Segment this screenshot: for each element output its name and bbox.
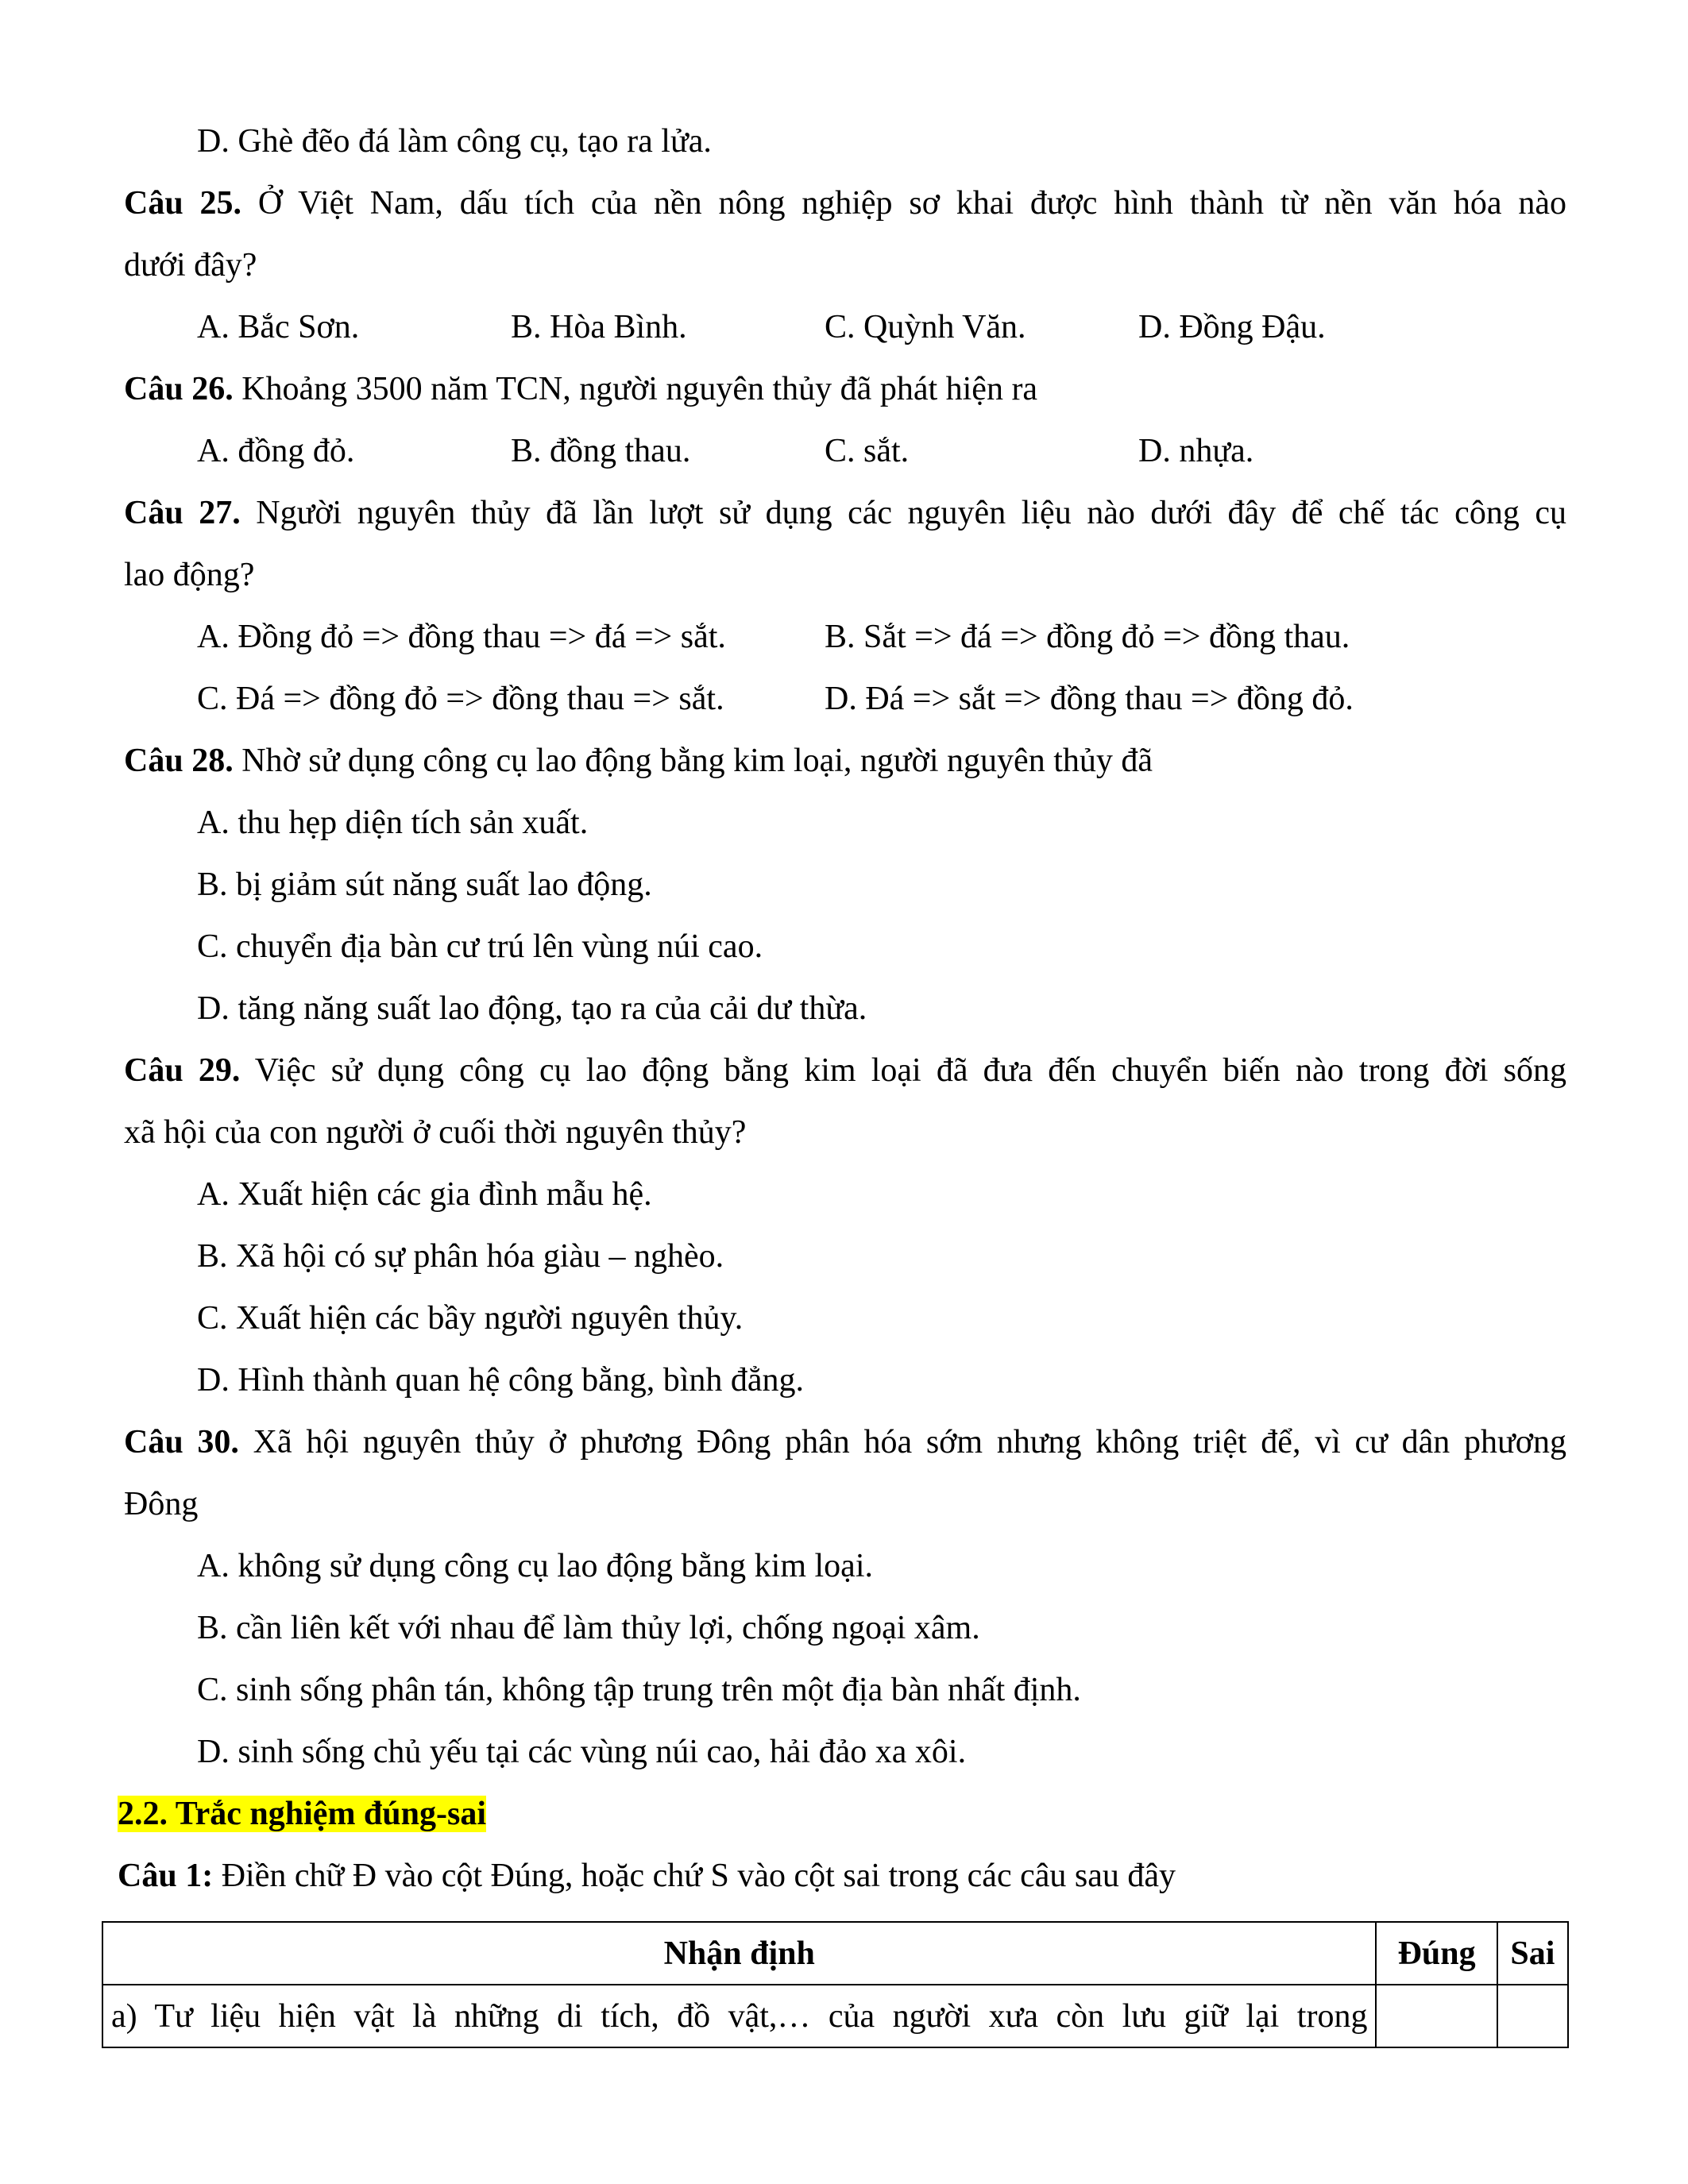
q25-option-a: A. Bắc Sơn. (197, 309, 360, 345)
q27-line2: lao động? (124, 557, 255, 593)
header-nhan-dinh: Nhận định (102, 1922, 1376, 1985)
q28-line1 (124, 744, 1153, 778)
q30-option-d: D. sinh sống chủ yếu tại các vùng núi cao, hải đảo xa xôi. (197, 1734, 967, 1770)
q26-option-b: B. đồng thau. (511, 433, 691, 469)
q28-label: Câu 28. (124, 743, 234, 779)
q25-label: Câu 25. (124, 185, 241, 222)
dung-cell[interactable] (1376, 1985, 1497, 2047)
q26-label: Câu 26. (124, 371, 234, 407)
q30-option-c: C. sinh sống phân tán, không tập trung trên một địa bàn nhất định. (197, 1672, 1081, 1708)
q28-option-d: D. tăng năng suất lao động, tạo ra của cải dư thừa. (197, 990, 867, 1027)
q30-line2: Đông (124, 1486, 199, 1522)
q26-text: Khoảng 3500 năm TCN, người nguyên thủy đã phát hiện ra (241, 371, 1038, 407)
q30-label: Câu 30. (124, 1424, 239, 1461)
q30-option-b: B. cần liên kết với nhau để làm thủy lợi, chống ngoại xâm. (197, 1610, 980, 1646)
q26-option-d: D. nhựa. (1138, 433, 1254, 469)
q25-option-d: D. Đồng Đậu. (1138, 309, 1326, 345)
section-heading (118, 1797, 486, 1831)
q29-option-c: C. Xuất hiện các bầy người nguyên thủy. (197, 1300, 744, 1337)
q26-option-a: A. đồng đỏ. (197, 433, 355, 469)
q28-text: Nhờ sử dụng công cụ lao động bằng kim loại, người nguyên thủy đã (241, 743, 1153, 779)
q28-option-a: A. thu hẹp diện tích sản xuất. (197, 805, 589, 841)
q28-option-c: C. chuyển địa bàn cư trú lên vùng núi cao. (197, 928, 763, 965)
q29-text: Việc sử dụng công cụ lao động bằng kim loại đã đưa đến chuyển biến nào trong đời sống (254, 1052, 1566, 1089)
q30-text: Xã hội nguyên thủy ở phương Đông phân hóa sớm nhưng không triệt để, vì cư dân phương (253, 1424, 1566, 1461)
q24-option-d: D. Ghè đẽo đá làm công cụ, tạo ra lửa. (197, 123, 712, 160)
q29-label: Câu 29. (124, 1052, 241, 1089)
q25-option-b: B. Hòa Bình. (511, 309, 687, 345)
q27-text: Người nguyên thủy đã lần lượt sử dụng các nguyên liệu nào dưới đây để chế tác công cụ (256, 495, 1566, 531)
q27-line1 (124, 496, 1566, 530)
true-false-table (102, 1921, 1569, 2048)
q29-option-d: D. Hình thành quan hệ công bằng, bình đẳng. (197, 1362, 805, 1399)
q27-option-c: C. Đá => đồng đỏ => đồng thau => sắt. (197, 681, 724, 717)
q25-line1 (124, 187, 1566, 220)
tf-q1-line (118, 1859, 1176, 1893)
q25-line2: dưới đây? (124, 247, 257, 284)
q29-line2: xã hội của con người ở cuối thời nguyên thủy? (124, 1114, 747, 1151)
q25-text: Ở Việt Nam, dấu tích của nền nông nghiệp sơ khai được hình thành từ nền văn hóa nào (257, 185, 1567, 222)
q30-line1 (124, 1426, 1566, 1459)
q27-option-a: A. Đồng đỏ => đồng thau => đá => sắt. (197, 619, 726, 655)
q29-line1 (124, 1054, 1566, 1087)
q27-label: Câu 27. (124, 495, 241, 531)
q28-option-b: B. bị giảm sút năng suất lao động. (197, 866, 652, 903)
section-heading-text: 2.2. Trắc nghiệm đúng-sai (118, 1796, 487, 1832)
sai-cell[interactable] (1497, 1985, 1568, 2047)
q27-option-d: D. Đá => sắt => đồng thau => đồng đỏ. (825, 681, 1354, 717)
header-dung: Đúng (1376, 1922, 1497, 1985)
q29-option-a: A. Xuất hiện các gia đình mẫu hệ. (197, 1176, 652, 1213)
statement-cell: a) Tư liệu hiện vật là những di tích, đồ vật,… của người xưa còn lưu giữ lại trong (102, 1985, 1376, 2047)
table-row (102, 1985, 1568, 2047)
tf-q1-instruction: Điền chữ Đ vào cột Đúng, hoặc chứ S vào cột sai trong các câu sau đây (221, 1858, 1176, 1894)
q27-option-b: B. Sắt => đá => đồng đỏ => đồng thau. (825, 619, 1350, 655)
table-header-row (102, 1922, 1568, 1985)
q26-option-c: C. sắt. (825, 433, 910, 469)
q25-option-c: C. Quỳnh Văn. (825, 309, 1026, 345)
q30-option-a: A. không sử dụng công cụ lao động bằng kim loại. (197, 1548, 873, 1584)
tf-q1-label: Câu 1: (118, 1858, 214, 1894)
header-sai: Sai (1497, 1922, 1568, 1985)
q26-line1 (124, 372, 1037, 406)
q29-option-b: B. Xã hội có sự phân hóa giàu – nghèo. (197, 1238, 724, 1275)
